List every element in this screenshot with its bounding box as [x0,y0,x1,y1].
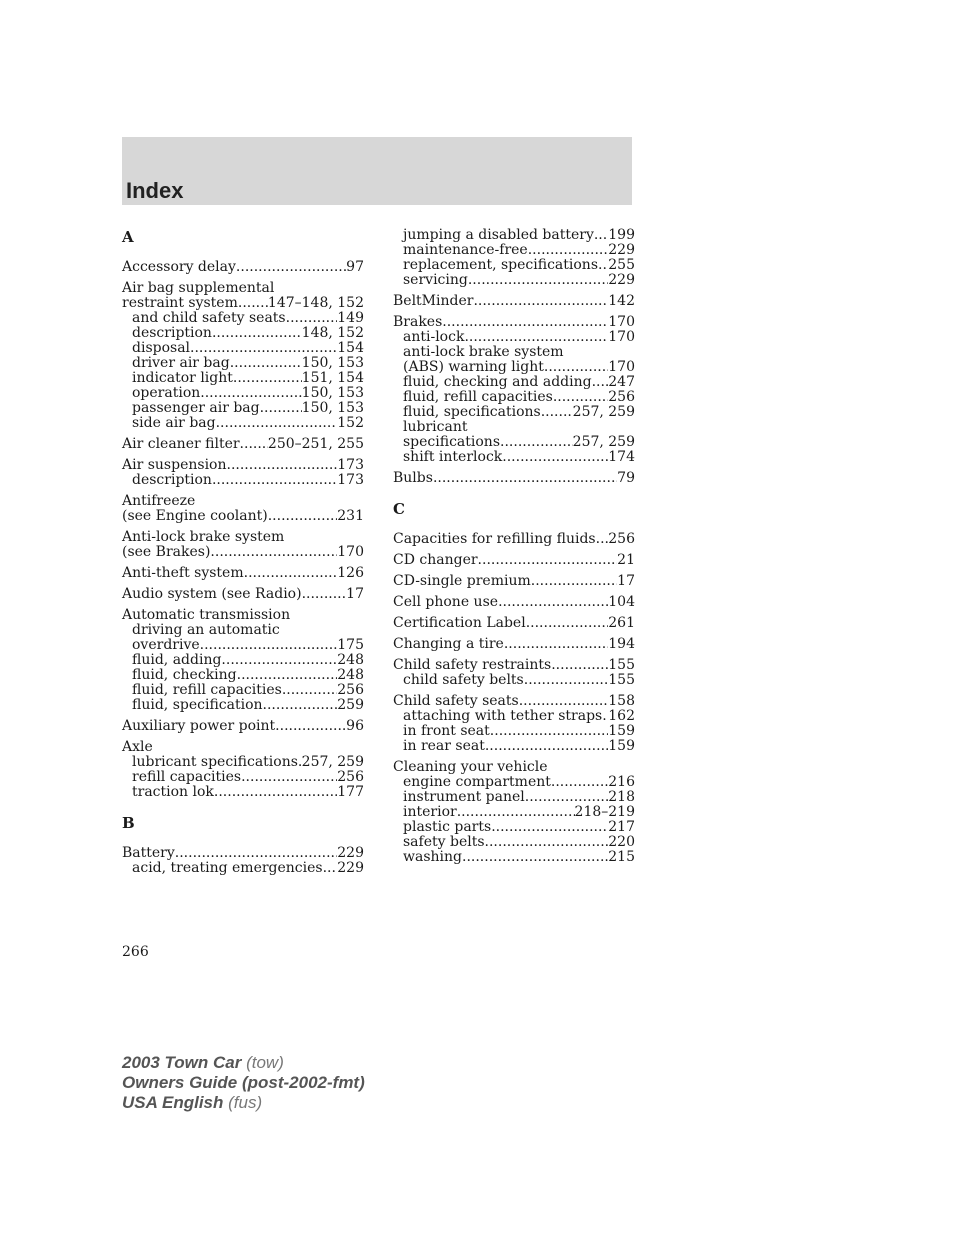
index-entry-line [393,760,635,775]
footer-language: USA English [122,1093,224,1112]
index-page-ref: 248 [337,667,364,683]
index-subentry-line [393,330,635,345]
index-letter-heading: A [122,228,134,246]
index-subentry-line [393,820,635,835]
leader-dots [485,835,609,850]
index-subentry-line [393,273,635,288]
index-entry [122,608,364,713]
leader-dots [468,273,608,288]
index-term: lubricant [403,419,468,435]
index-subentry-line [122,386,364,401]
index-term: replacement, specifications [403,257,599,273]
index-subentry-line [122,698,364,713]
leader-dots [526,616,609,631]
index-page-ref: 247 [608,374,635,390]
index-term: child safety belts [403,672,524,688]
index-subentry-line [122,668,364,683]
footer-model-code: (tow) [246,1053,284,1072]
index-entry-line [122,458,364,473]
index-subentry-line [393,435,635,450]
leader-dots [233,371,302,386]
index-letter-heading: C [393,500,405,518]
index-page-ref: 150, 153 [301,385,364,401]
index-entry [122,719,364,734]
index-entry [122,530,364,560]
leader-dots [216,416,338,431]
index-term: shift interlock [403,449,503,465]
index-term: CD changer [393,552,478,568]
index-page-ref: 154 [337,340,364,356]
index-page-ref: 79 [617,470,635,486]
index-subentry-line [393,228,635,243]
index-term: instrument panel [403,789,525,805]
index-entry-line [393,616,635,631]
index-entry [122,281,364,431]
index-term: maintenance-free [403,242,528,258]
index-page-ref: 248 [337,652,364,668]
index-entry-line [122,740,364,755]
index-term: plastic parts [403,819,492,835]
index-entry-line [122,566,364,581]
index-page-ref: 155 [608,657,635,673]
index-term: side air bag [132,415,216,431]
leader-dots [200,386,301,401]
index-page-ref: 173 [337,457,364,473]
index-page-ref: 149 [337,310,364,326]
index-page-ref: 97 [346,259,364,275]
index-page-ref: 175 [337,637,364,653]
leader-dots [500,435,573,450]
index-entry-group [122,846,364,876]
index-term: safety belts [403,834,485,850]
index-entry [122,740,364,800]
index-term: anti-lock [403,329,465,345]
leader-dots [528,243,609,258]
index-entry [122,260,364,275]
index-term: Auxiliary power point [122,718,276,734]
index-term: refill capacities [132,769,242,785]
index-entry-line [122,260,364,275]
index-term: Cleaning your vehicle [393,759,548,775]
leader-dots [236,260,346,275]
index-subentry-line [122,861,364,876]
index-term: engine compartment [403,774,551,790]
leader-dots [433,471,617,486]
leader-dots [442,315,608,330]
footer-guide: Owners Guide (post-2002-fmt) [122,1073,365,1092]
index-page-ref: 256 [337,769,364,785]
index-entry [393,637,635,652]
leader-dots [592,375,609,390]
index-page-ref: 215 [608,849,635,865]
index-term: overdrive [132,637,200,653]
index-page-ref: 218–219 [574,804,635,820]
index-page-ref: 229 [608,242,635,258]
page-title: Index [126,178,184,203]
leader-dots [457,805,575,820]
leader-dots [462,850,608,865]
index-term: (see Brakes) [122,544,211,560]
header-band [122,137,632,205]
index-page-ref: 259 [337,697,364,713]
index-entry-line [393,694,635,709]
index-entry-line [122,296,364,311]
index-entry [393,471,635,486]
index-term: and child safety seats [132,310,286,326]
index-page-ref: 257, 259 [301,754,364,770]
index-term: attaching with tether straps [403,708,603,724]
index-entry-line [122,545,364,560]
index-page-ref: 170 [608,359,635,375]
index-page-ref: 142 [608,293,635,309]
leader-dots [212,473,337,488]
index-term: Child safety seats [393,693,519,709]
index-entry [393,532,635,547]
index-term: fluid, specification [132,697,263,713]
index-term: restraint system [122,295,238,311]
index-page-ref: 257, 259 [572,404,635,420]
index-term: (ABS) warning light [403,359,544,375]
index-term: acid, treating emergencies [132,860,323,876]
leader-dots [553,390,608,405]
index-entry [393,574,635,589]
index-entry-line [393,532,635,547]
index-page-ref: 220 [608,834,635,850]
index-column-right [393,228,635,865]
index-entry-line [122,281,364,296]
index-term: Audio system (see Radio) [122,586,302,602]
index-page-ref: 216 [608,774,635,790]
leader-dots [190,341,337,356]
index-subentry-line [393,243,635,258]
index-page-ref: 170 [337,544,364,560]
index-term: fluid, checking and adding [403,374,592,390]
index-subentry-line [393,450,635,465]
index-page-ref: 17 [617,573,635,589]
index-page-ref: 256 [608,389,635,405]
leader-dots [525,790,609,805]
leader-dots [275,719,346,734]
index-term: Antifreeze [122,493,196,509]
leader-dots [286,311,338,326]
leader-dots [212,326,302,341]
index-subentry-line [393,345,635,360]
index-page-ref: 104 [608,594,635,610]
leader-dots [210,545,337,560]
index-page-ref: 152 [337,415,364,431]
index-entry-line [122,719,364,734]
footer-language-code: (fus) [228,1093,263,1112]
index-entry [122,437,364,452]
index-term: description [132,472,212,488]
leader-dots [263,698,338,713]
index-entry [393,595,635,610]
leader-dots [491,820,608,835]
leader-dots [544,360,608,375]
index-page-ref: 250–251, 255 [267,436,364,452]
index-page-ref: 217 [608,819,635,835]
index-entry-line [393,553,635,568]
index-term: operation [132,385,201,401]
leader-dots [230,356,302,371]
index-page-ref: 159 [608,723,635,739]
index-subentry-line [393,360,635,375]
index-entry [393,294,635,309]
leader-dots [485,739,608,754]
index-page-ref: 150, 153 [301,400,364,416]
index-term: Automatic transmission [122,607,291,623]
index-entry-line [122,587,364,602]
leader-dots [241,770,337,785]
index-subentry-line [122,653,364,668]
index-term: Child safety restraints [393,657,552,673]
leader-dots [498,595,608,610]
index-page-ref: 158 [608,693,635,709]
index-subentry-line [393,775,635,790]
index-page-ref: 229 [337,845,364,861]
index-entry-line [122,608,364,623]
index-term: Certification Label [393,615,526,631]
index-entry-line [122,509,364,524]
index-term: fluid, checking [132,667,237,683]
index-subentry-line [393,673,635,688]
index-subentry-line [393,790,635,805]
index-page-ref: 199 [608,227,635,243]
index-term: fluid, refill capacities [132,682,282,698]
index-term: Bulbs [393,470,433,486]
leader-dots [237,668,338,683]
leader-dots [238,296,268,311]
index-page-ref: 261 [608,615,635,631]
index-page-ref: 173 [337,472,364,488]
leader-dots [302,587,347,602]
document-footer [122,1053,365,1113]
index-term: driver air bag [132,355,230,371]
leader-dots [502,450,608,465]
index-entry [393,616,635,631]
index-page-ref: 218 [608,789,635,805]
leader-dots [598,258,608,273]
footer-model: 2003 Town Car [122,1053,242,1072]
index-subentry-line [393,850,635,865]
leader-dots [244,566,338,581]
index-term: washing [403,849,462,865]
index-term: Battery [122,845,175,861]
index-term: fluid, refill capacities [403,389,553,405]
index-subentry-line [393,390,635,405]
page-number: 266 [122,944,149,960]
index-term: (see Engine coolant) [122,508,268,524]
index-term: indicator light [132,370,233,386]
index-term: Changing a tire [393,636,504,652]
index-page-ref: 194 [608,636,635,652]
index-term: Air bag supplemental [122,280,275,296]
index-subentry-line [122,623,364,638]
index-entry-line [393,574,635,589]
index-term: Air cleaner filter [122,436,240,452]
index-subentry-line [393,739,635,754]
leader-dots [594,228,608,243]
index-subentry-line [393,724,635,739]
leader-dots [541,405,573,420]
index-page-ref: 147–148, 152 [267,295,364,311]
leader-dots [240,437,268,452]
leader-dots [524,673,609,688]
index-subentry-line [393,709,635,724]
index-subentry-line [122,311,364,326]
leader-dots [478,553,618,568]
index-term: Capacities for refilling fluids [393,531,596,547]
leader-dots [519,694,609,709]
index-entry-line [122,530,364,545]
index-entry-line [393,658,635,673]
leader-dots [227,458,338,473]
leader-dots [490,724,608,739]
leader-dots [596,532,609,547]
index-entry-line [122,846,364,861]
index-entry [122,846,364,876]
index-entry [393,228,635,288]
index-subentry-line [122,473,364,488]
index-entry-line [393,595,635,610]
index-page-ref: 17 [346,586,364,602]
index-term: specifications [403,434,501,450]
index-term: interior [403,804,457,820]
index-term: Cell phone use [393,594,499,610]
index-entry [393,315,635,465]
index-subentry-line [122,785,364,800]
index-subentry-line [393,835,635,850]
leader-dots [175,846,337,861]
index-term: servicing [403,272,468,288]
leader-dots [504,637,608,652]
leader-dots [464,330,608,345]
index-entry [122,566,364,581]
index-subentry-line [393,405,635,420]
index-page-ref: 255 [608,257,635,273]
index-page-ref: 96 [346,718,364,734]
index-term: driving an automatic [132,622,280,638]
index-entry-line [393,294,635,309]
index-subentry-line [393,258,635,273]
index-page-ref: 126 [337,565,364,581]
index-page-ref: 170 [608,329,635,345]
index-letter-heading: B [122,814,135,832]
index-entry [393,658,635,688]
index-subentry-line [122,755,364,770]
index-entry-group [122,260,364,800]
index-subentry-line [122,341,364,356]
index-term: fluid, specifications [403,404,541,420]
index-term: in front seat [403,723,490,739]
leader-dots [551,775,608,790]
index-subentry-line [393,375,635,390]
leader-dots [214,785,337,800]
index-term: in rear seat [403,738,485,754]
leader-dots [260,401,302,416]
index-term: Air suspension [122,457,227,473]
index-subentry-line [122,371,364,386]
index-entry [393,760,635,865]
index-term: lubricant specifications [132,754,298,770]
index-subentry-line [122,356,364,371]
index-page-ref: 151, 154 [301,370,364,386]
index-subentry-line [393,805,635,820]
index-page-ref: 170 [608,314,635,330]
index-page-ref: 162 [608,708,635,724]
index-entry-group [393,228,635,486]
index-term: Anti-lock brake system [122,529,285,545]
index-subentry-line [122,401,364,416]
index-page-ref: 229 [337,860,364,876]
index-term: CD-single premium [393,573,531,589]
index-entry [393,694,635,754]
index-term: traction lok [132,784,214,800]
index-page-ref: 257, 259 [572,434,635,450]
index-term: fluid, adding [132,652,222,668]
leader-dots [282,683,337,698]
leader-dots [323,861,338,876]
index-term: BeltMinder [393,293,474,309]
index-column-left [122,228,364,876]
index-page-ref: 229 [608,272,635,288]
index-entry-line [393,471,635,486]
index-term: description [132,325,212,341]
index-page-ref: 256 [608,531,635,547]
index-page-ref: 177 [337,784,364,800]
index-entry-line [393,637,635,652]
index-page-ref: 159 [608,738,635,754]
index-subentry-line [122,416,364,431]
index-term: Anti-theft system [122,565,244,581]
index-subentry-line [122,326,364,341]
index-entry-line [122,494,364,509]
index-subentry-line [122,638,364,653]
index-page-ref: 174 [608,449,635,465]
leader-dots [200,638,338,653]
index-entry [122,494,364,524]
index-subentry-line [393,420,635,435]
index-subentry-line [122,683,364,698]
index-term: anti-lock brake system [403,344,564,360]
index-page-ref: 21 [617,552,635,568]
index-term: disposal [132,340,191,356]
index-page-ref: 231 [337,508,364,524]
index-entry-group [393,532,635,865]
leader-dots [221,653,337,668]
index-entry-line [393,315,635,330]
index-term: passenger air bag [132,400,260,416]
index-term: Accessory delay [122,259,236,275]
index-page-ref: 150, 153 [301,355,364,371]
leader-dots [268,509,338,524]
index-term: Axle [122,739,153,755]
index-entry [122,587,364,602]
leader-dots [551,658,608,673]
index-term: Brakes [393,314,443,330]
leader-dots [473,294,608,309]
index-entry [393,553,635,568]
index-page-ref: 155 [608,672,635,688]
index-entry [122,458,364,488]
index-page-ref: 148, 152 [301,325,364,341]
index-page-ref: 256 [337,682,364,698]
leader-dots [531,574,617,589]
index-subentry-line [122,770,364,785]
index-entry-line [122,437,364,452]
index-term: jumping a disabled battery [403,227,594,243]
